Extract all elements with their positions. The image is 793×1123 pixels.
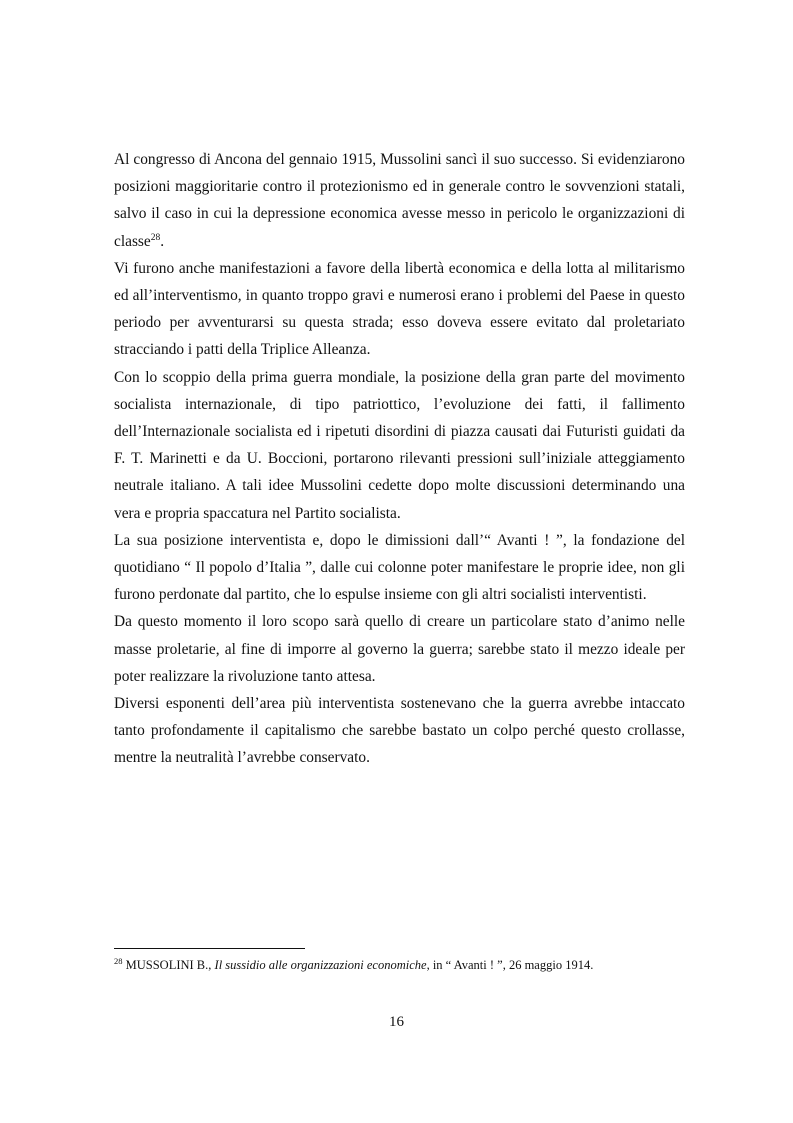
paragraph-text-end: . — [160, 232, 165, 250]
footnote-reference: 28 — [150, 232, 161, 243]
paragraph-text: Vi furono anche manifestazioni a favore della libertà economica e della lotta al militarismo ed all’interventismo, in quanto troppo gravi e numerosi erano i problemi del Paese in questo periodo per avventurarsi su questa strada; esso doveva essere evitato dal proletariato stracciando i patti della Triplice Alleanza. — [114, 259, 685, 359]
paragraph-text: Al congresso di Ancona del gennaio 1915, Mussolini sancì il suo successo. Si evidenziarono posizioni maggioritarie contro il protezionismo ed in generale contro le sovvenzioni statali, salvo il caso in cui la depressione economica avesse messo in pericolo le organizzazioni di classe — [114, 151, 685, 250]
paragraph-text: Con lo scoppio della prima guerra mondiale, la posizione della gran parte del movimento socialista internazionale, di tipo patriottico, l’evoluzione dei fatti, il fallimento dell’Internazionale socialista ed i ripetuti disordini di piazza causati dai Futuristi guidati da F. T. Marinetti e da U. Boccioni, portarono rilevanti pressioni sull’iniziale atteggiamento neutrale italiano. A tali idee Mussolini cedette dopo molte discussioni determinando una vera e propria spaccatura nel Partito socialista. — [114, 368, 685, 522]
footnote-separator — [114, 948, 305, 949]
paragraph — [114, 527, 685, 609]
paragraph-text: Diversi esponenti dell’area più interventista sostenevano che la guerra avrebbe intaccato tanto profondamente il capitalismo che sarebbe bastato un colpo perché questo crollasse, mentre la neutralità l’avrebbe conservato. — [114, 695, 685, 767]
footnote — [114, 956, 685, 974]
paragraph — [114, 364, 685, 527]
paragraph — [114, 255, 685, 364]
footnote-source: , in “ Avanti ! ”, 26 maggio 1914. — [426, 958, 594, 972]
paragraph — [114, 146, 685, 255]
footnote-number: 28 — [114, 956, 123, 966]
paragraph — [114, 690, 685, 772]
body-text — [114, 146, 685, 772]
paragraph-text: La sua posizione interventista e, dopo le dimissioni dall’“ Avanti ! ”, la fondazione del quotidiano “ Il popolo d’Italia ”, dalle cui colonne poter manifestare le proprie idee, non gli furono perdonate dal partito, che lo espulse insieme con gli altri socialisti interventisti. — [114, 531, 685, 604]
paragraph — [114, 608, 685, 690]
paragraph-text: Da questo momento il loro scopo sarà quello di creare un particolare stato d’animo nelle masse proletarie, al fine di imporre al governo la guerra; sarebbe stato il mezzo ideale per poter realizzare la rivoluzione tanto attesa. — [114, 613, 685, 685]
page-number: 16 — [389, 1014, 404, 1030]
footnote-title: Il sussidio alle organizzazioni economiche — [214, 958, 427, 972]
footnote-author: MUSSOLINI B., — [122, 958, 215, 972]
